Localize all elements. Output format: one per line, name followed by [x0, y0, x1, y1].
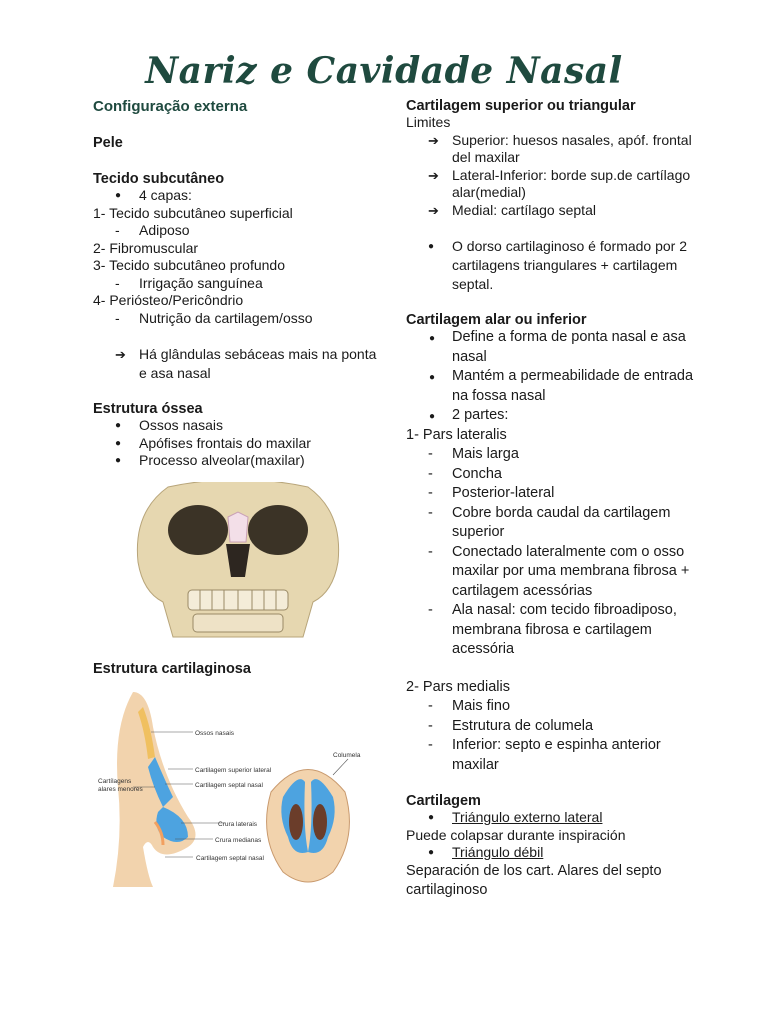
- list-item: ● Processo alveolar(maxilar): [93, 452, 383, 470]
- list-item: - Posterior-lateral: [406, 484, 696, 504]
- list-item: - Irrigação sanguínea: [93, 275, 383, 293]
- capas-list: [93, 187, 383, 205]
- right-column: [406, 98, 696, 901]
- list-item: - Ala nasal: com tecido fibroadiposo, membrana fibrosa e cartilagem acessória: [406, 601, 696, 660]
- tri-ext-item: ● Triángulo externo lateral: [406, 809, 696, 827]
- sup-heading: Cartilagem superior ou triangular: [406, 98, 636, 114]
- cartilagem-heading: Cartilagem: [406, 793, 481, 809]
- layer-4: 4- Periósteo/Pericôndrio: [93, 292, 244, 308]
- pars-lateralis: 1- Pars lateralis: [406, 426, 507, 443]
- label-septal-2: Cartilagem septal nasal: [196, 854, 264, 862]
- tri-ext-note: Puede colapsar durante inspiración: [406, 826, 626, 843]
- page-title: Nariz e Cavidade Nasal: [145, 50, 623, 92]
- cart-heading: Estrutura cartilaginosa: [93, 660, 251, 677]
- list-item: - Nutrição da cartilagem/osso: [93, 310, 383, 328]
- list-item: ● Define a forma de ponta nasal e asa nasal: [406, 328, 696, 367]
- ossea-heading: Estrutura óssea: [93, 401, 203, 417]
- layer-1: 1- Tecido subcutâneo superficial: [93, 204, 293, 221]
- list-item: - Mais larga: [406, 445, 696, 465]
- tecido-heading: Tecido subcutâneo: [93, 171, 225, 187]
- label-columela: Columela: [333, 751, 361, 759]
- pele-heading: Pele: [93, 135, 123, 151]
- list-item: - Mais fino: [406, 697, 696, 717]
- layer-2: 2- Fibromuscular: [93, 239, 199, 256]
- list-item: ➔ Superior: huesos nasales, apóf. frontal del maxilar: [406, 132, 696, 167]
- limites-label: Limites: [406, 114, 451, 130]
- label-alares-2: alares menores: [98, 785, 143, 793]
- list-item: - Inferior: septo e espinha anterior maxilar: [406, 736, 696, 775]
- layer-3: 3- Tecido subcutâneo profundo: [93, 257, 285, 273]
- list-item: ● Apófises frontais do maxilar: [93, 435, 383, 453]
- alar-heading: Cartilagem alar ou inferior: [406, 312, 587, 328]
- label-alares: Cartílagens: [98, 777, 132, 785]
- list-item: ➔ Lateral-Inferior: borde sup.de cartílago alar(medial): [406, 167, 696, 202]
- tri-debil-note: Separación de los cart. Alares del septo cartilaginoso: [406, 862, 662, 898]
- list-item: - Adiposo: [93, 222, 383, 240]
- list-item: ➔ Medial: cartílago septal: [406, 202, 696, 220]
- list-item: ● Ossos nasais: [93, 417, 383, 435]
- list-item: - Conectado lateralmente com o osso maxilar por uma membrana fibrosa + cartilagem acessórias: [406, 543, 696, 602]
- label-sup-lateral: Cartilagem superior lateral: [195, 766, 272, 774]
- skull-illustration: [93, 482, 383, 642]
- list-item: ● 2 partes:: [406, 406, 696, 426]
- label-crura-lat: Crura laterais: [218, 820, 258, 828]
- list-item: ● 4 capas:: [93, 187, 383, 205]
- tri-debil-item: ● Triángulo débil: [406, 844, 696, 862]
- list-item: ● Mantém a permeabilidade de entrada na fossa nasal: [406, 367, 696, 406]
- nose-cartilage-diagram: [93, 687, 383, 887]
- arrow-note: ➔ Há glândulas sebáceas mais na ponta e asa nasal: [93, 345, 383, 383]
- pars-medialis: 2- Pars medialis: [406, 678, 510, 695]
- list-item: - Concha: [406, 465, 696, 485]
- label-septal: Cartilagem septal nasal: [195, 781, 263, 789]
- dorso-note: ● O dorso cartilaginoso é formado por 2 cartilagens triangulares + cartilagem septal.: [406, 237, 696, 294]
- list-item: - Cobre borda caudal da cartilagem superior: [406, 504, 696, 543]
- label-ossos: Ossos nasais: [195, 729, 235, 737]
- list-item: - Estrutura de columela: [406, 717, 696, 737]
- left-column: [93, 98, 383, 892]
- config-heading: Configuração externa: [93, 98, 248, 115]
- label-crura-med: Crura medianas: [215, 836, 262, 844]
